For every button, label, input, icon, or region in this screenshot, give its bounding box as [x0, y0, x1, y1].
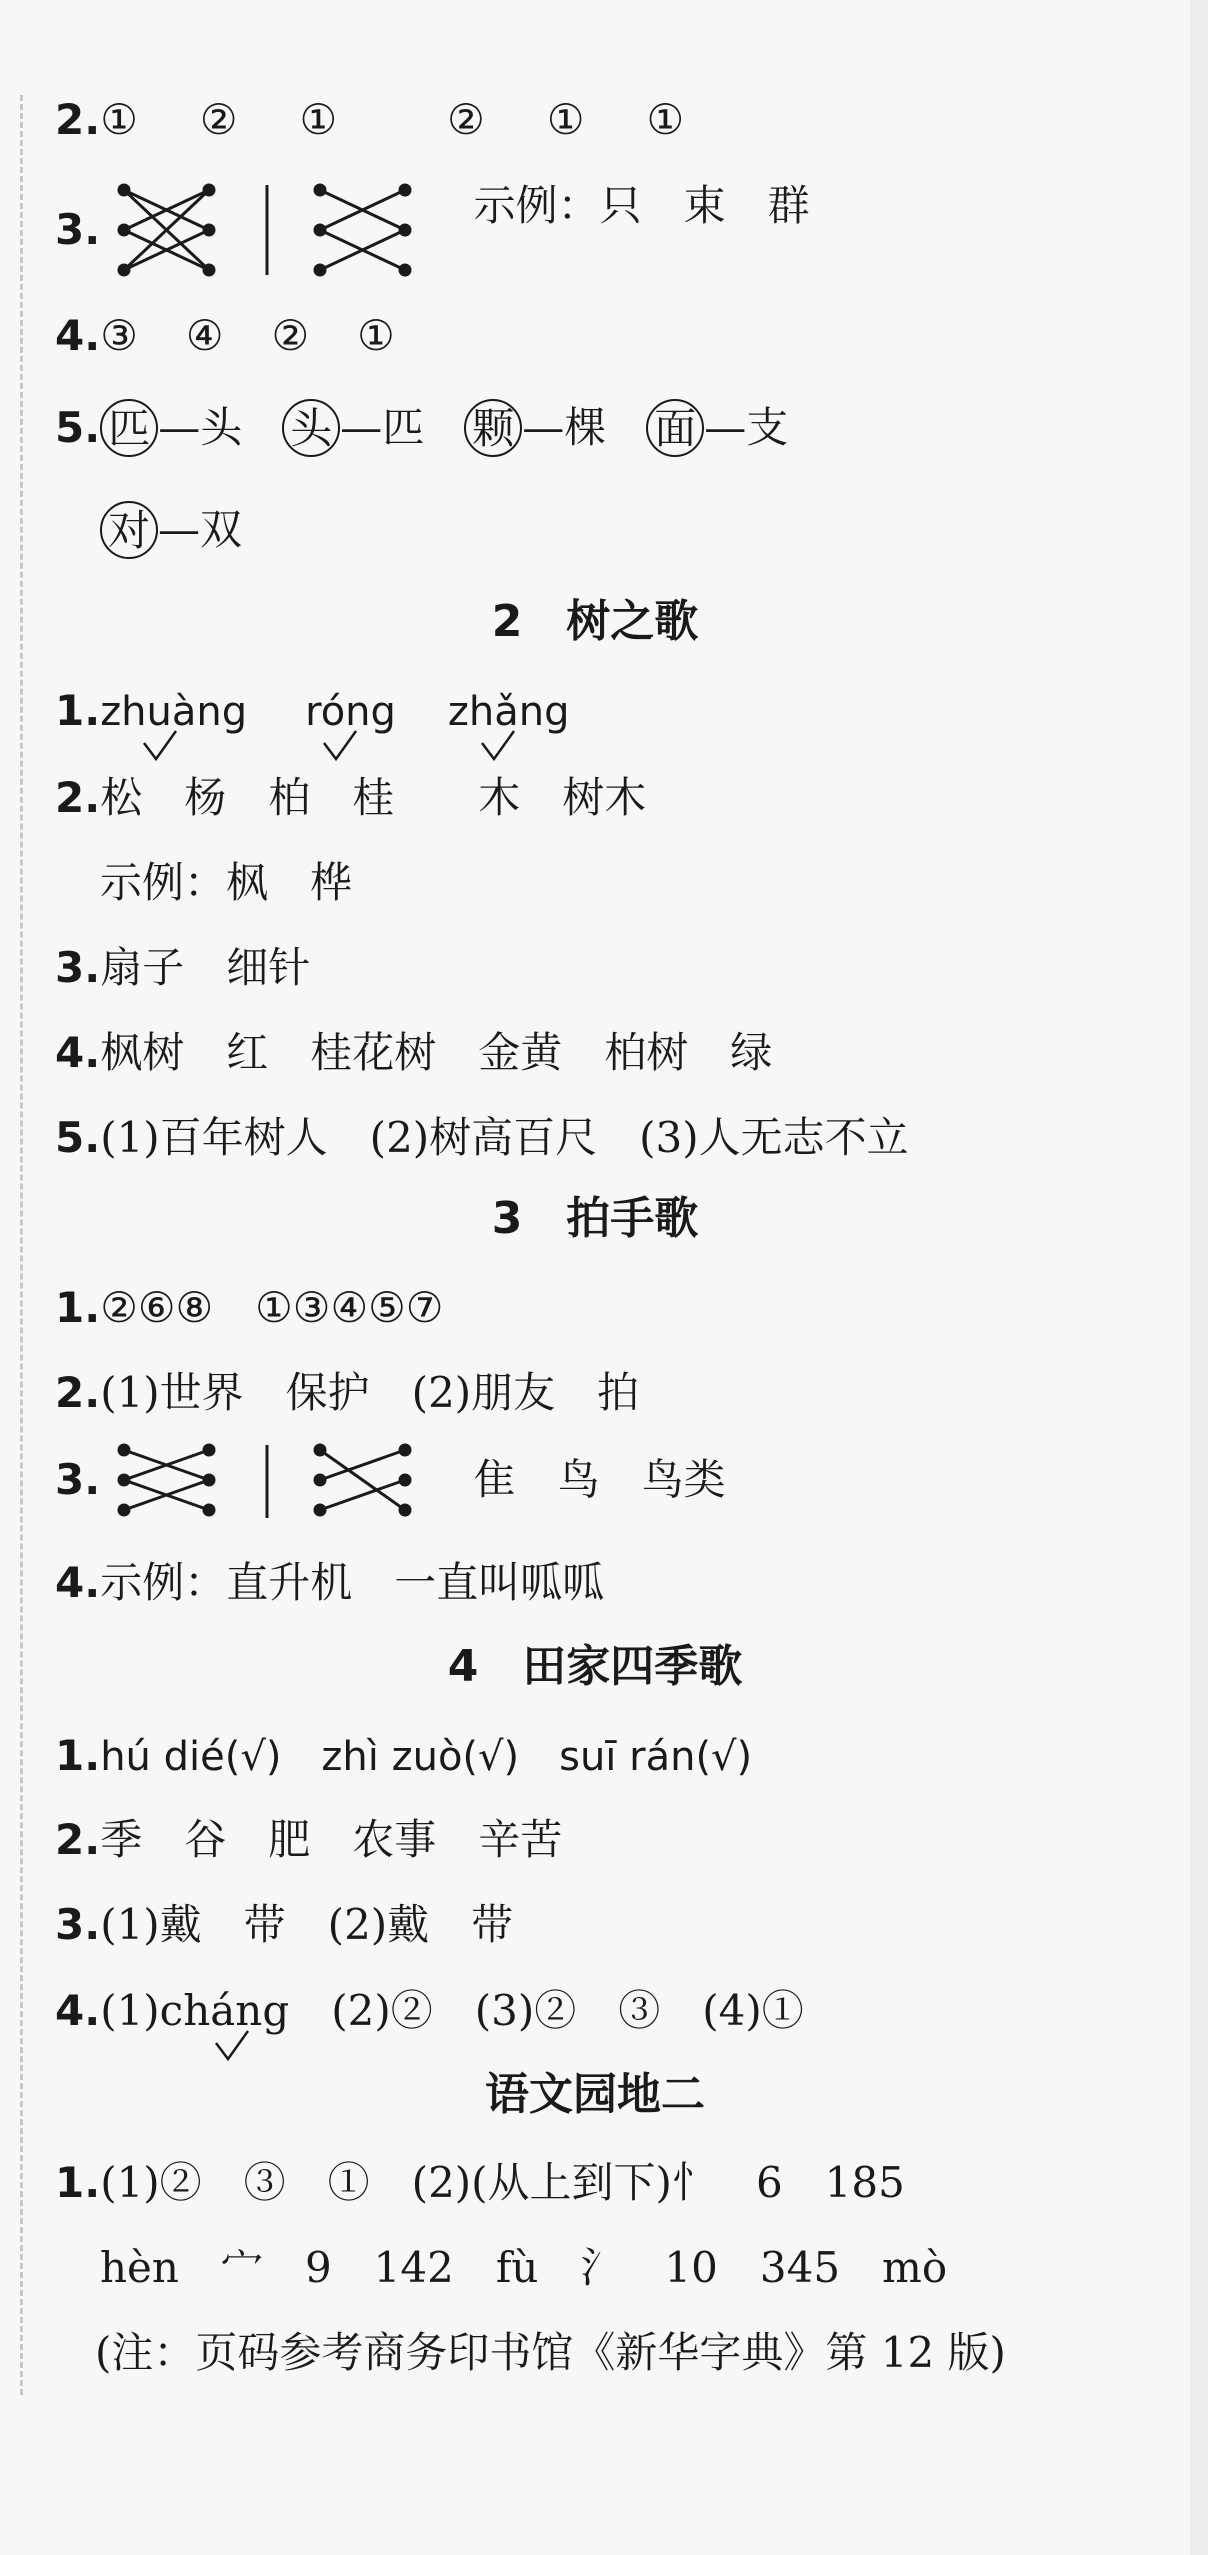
answer-text: —头 [158, 403, 243, 452]
answer-line [55, 2155, 905, 2211]
answer-line-matching [55, 1440, 726, 1530]
answer-line [55, 1897, 513, 1953]
item-number: 5. [55, 403, 101, 452]
divider-bar [237, 1440, 297, 1520]
circled-char: 对 [100, 501, 158, 559]
item-number: 3. [55, 943, 101, 992]
item-number: 4. [55, 1986, 101, 2035]
answer-text: 扇子 细针 [100, 943, 311, 992]
answer-text: hèn 宀 9 142 fù 氵 10 345 mò [100, 2243, 948, 2292]
item-number: 5. [55, 1113, 101, 1162]
item-number: 1. [55, 2158, 101, 2207]
item-number: 2. [55, 1815, 101, 1864]
section-title: 4 田家四季歌 [447, 1641, 743, 1692]
answer-line [55, 1280, 443, 1336]
answer-line [55, 308, 395, 364]
circled-char: 匹 [100, 399, 158, 457]
answer-line [55, 92, 684, 148]
answer-line [55, 1555, 604, 1611]
section-title: 3 拍手歌 [491, 1193, 699, 1244]
item-number: 3. [55, 205, 101, 254]
answer-text: 示例：直升机 一直叫呱呱 [100, 1558, 605, 1607]
answer-line [55, 770, 646, 826]
answer-text: 隹 鸟 鸟类 [473, 1455, 726, 1504]
answer-choice: ① [299, 95, 338, 144]
answer-text: 枫树 红 桂花树 金黄 柏树 绿 [100, 1028, 773, 1077]
answer-choice: ① [100, 95, 138, 144]
item-number: 3. [55, 1455, 101, 1504]
check-mark-icon [320, 725, 360, 765]
answer-line-circled [100, 502, 242, 559]
pinyin: zhuàng [100, 689, 248, 735]
answer-choice: ③ [100, 311, 138, 360]
matching-lines-diagram [310, 1440, 420, 1520]
answer-text: (1)戴 带 (2)戴 带 [100, 1900, 514, 1949]
matching-lines-diagram [310, 180, 420, 280]
check-mark-icon [140, 725, 180, 765]
pinyin: róng [305, 689, 396, 735]
answer-line-circled [55, 400, 788, 457]
answer-text: —匹 [340, 403, 425, 452]
page-edge [1190, 0, 1208, 2555]
item-number: 1. [55, 686, 101, 735]
answer-choice: ④ [185, 311, 224, 360]
answer-text: —支 [704, 403, 789, 452]
answer-text: 松 杨 柏 桂 木 树木 [100, 773, 647, 822]
check-mark-icon [212, 2025, 252, 2065]
answer-line [55, 940, 310, 996]
item-number: 1. [55, 1283, 101, 1332]
answer-text: hú dié(√) zhì zuò(√) suī rán(√) [100, 1734, 753, 1780]
section-title: 语文园地二 [485, 2069, 705, 2120]
item-number: 2. [55, 1368, 101, 1417]
answer-choice: ① [357, 311, 395, 360]
answer-line [55, 1983, 804, 2039]
item-number: 3. [55, 1900, 101, 1949]
answer-line [55, 1728, 752, 1785]
answer-text: ②⑥⑧ ①③④⑤⑦ [100, 1283, 444, 1332]
answer-choice: ② [271, 311, 310, 360]
answer-line [55, 1025, 772, 1081]
answer-text: (1)② ③ ① (2)(从上到下)忄 6 185 [100, 2158, 905, 2207]
answer-line-matching [55, 180, 810, 290]
answer-line [55, 1110, 909, 1166]
circled-char: 头 [282, 399, 340, 457]
section-title: 2 树之歌 [491, 596, 699, 647]
answer-line [55, 1365, 639, 1421]
item-number: 2. [55, 95, 101, 144]
item-number: 1. [55, 1731, 101, 1780]
item-number: 4. [55, 1558, 101, 1607]
footnote: (注：页码参考商务印书馆《新华字典》第 12 版) [95, 2328, 1006, 2377]
answer-text: —双 [158, 505, 243, 554]
answer-choice: ① [546, 95, 585, 144]
item-number: 4. [55, 1028, 101, 1077]
answer-line [55, 1812, 562, 1868]
answer-text: 示例：枫 桦 [100, 858, 353, 907]
item-number: 4. [55, 311, 101, 360]
answer-text: (1)世界 保护 (2)朋友 拍 [100, 1368, 640, 1417]
answer-text: 季 谷 肥 农事 辛苦 [100, 1815, 563, 1864]
answer-choice: ② [199, 95, 238, 144]
item-number: 2. [55, 773, 101, 822]
circled-char: 颗 [464, 399, 522, 457]
matching-lines-diagram [114, 180, 224, 280]
answer-choice: ① [646, 95, 685, 144]
answer-text: (1)百年树人 (2)树高百尺 (3)人无志不立 [100, 1113, 909, 1162]
matching-lines-diagram [114, 1440, 224, 1520]
answer-text: —棵 [522, 403, 607, 452]
answer-text: 示例：只 束 群 [473, 181, 810, 230]
answer-text: (1)cháng (2)② (3)② ③ (4)① [100, 1986, 804, 2035]
check-mark-icon [478, 725, 518, 765]
answer-choice: ② [447, 95, 485, 144]
divider-bar [237, 180, 297, 280]
pinyin: zhǎng [447, 689, 570, 735]
circled-char: 面 [646, 399, 704, 457]
